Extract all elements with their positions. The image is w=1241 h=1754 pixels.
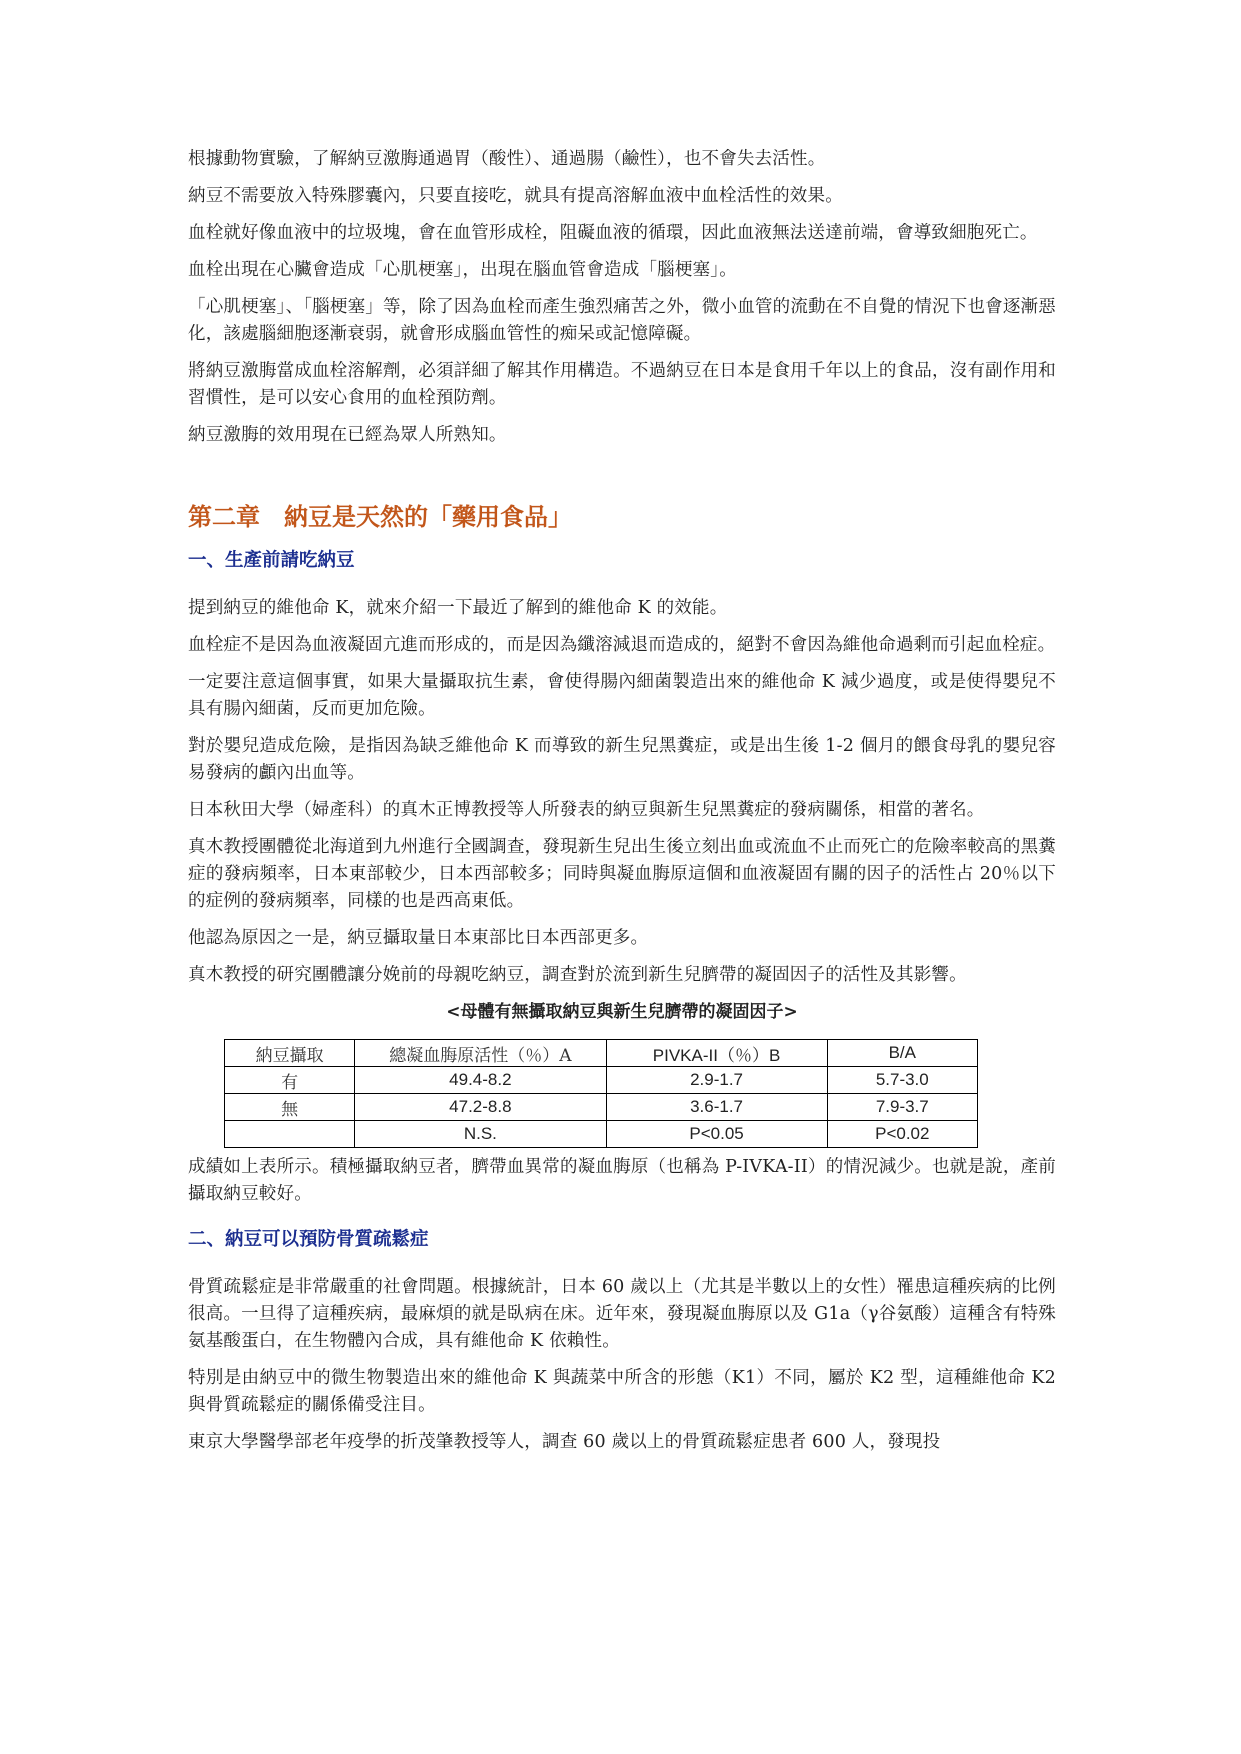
table-header-cell: PIVKA-II（％）B xyxy=(606,1040,827,1067)
intro-paragraph: 血栓出現在心臟會造成「心肌梗塞」，出現在腦血管會造成「腦梗塞」。 xyxy=(188,260,737,280)
table-header-cell: B/A xyxy=(827,1040,977,1067)
section1-paragraph: 他認為原因之一是，納豆攝取量日本東部比日本西部更多。 xyxy=(188,928,649,948)
intro-paragraph: 將納豆激脢當成血栓溶解劑，必須詳細了解其作用構造。不過納豆在日本是食用千年以上的食品，沒有副作用和習慣性，是可以安心食用的血栓預防劑。 xyxy=(188,361,1056,408)
table-cell: P<0.02 xyxy=(827,1121,977,1148)
section1-paragraph: 日本秋田大學（婦產科）的真木正博教授等人所發表的納豆與新生兒黑糞症的發病關係，相當的著名。 xyxy=(188,800,985,820)
section2-paragraph: 特別是由納豆中的微生物製造出來的維他命 K 與蔬菜中所含的形態（K1）不同，屬於 K2 型，這種維他命 K2 與骨質疏鬆症的關係備受注目。 xyxy=(188,1368,1056,1415)
section2-paragraph: 東京大學醫學部老年疫學的折茂肇教授等人，調查 60 歲以上的骨質疏鬆症患者 600 人，發現投 xyxy=(188,1432,941,1452)
intro-paragraph: 納豆不需要放入特殊膠囊內，只要直接吃，就具有提高溶解血液中血栓活性的效果。 xyxy=(188,186,843,206)
section-heading-2: 二、納豆可以預防骨質疏鬆症 xyxy=(188,1229,429,1250)
section2-paragraph: 骨質疏鬆症是非常嚴重的社會問題。根據統計，日本 60 歲以上（尤其是半數以上的女性）罹患這種疾病的比例很高。一旦得了這種疾病，最麻煩的就是臥病在床。近年來，發現凝血脢原以及 G1a（γ谷氨酸）這種含有特殊氨基酸蛋白，在生物體內合成，具有維他命 K 依賴性。 xyxy=(188,1277,1056,1351)
page-content xyxy=(188,146,1056,1466)
intro-paragraph: 「心肌梗塞」、「腦梗塞」等，除了因為血栓而產生強烈痛苦之外，微小血管的流動在不自覺的情況下也會逐漸惡化，該處腦細胞逐漸衰弱，就會形成腦血管性的痴呆或記憶障礙。 xyxy=(188,297,1056,344)
intro-paragraph: 根據動物實驗，了解納豆激脢通過胃（酸性）、通過腸（鹼性），也不會失去活性。 xyxy=(188,149,826,169)
section1-paragraph: 血栓症不是因為血液凝固亢進而形成的，而是因為纖溶減退而造成的，絕對不會因為維他命過剩而引起血栓症。 xyxy=(188,635,1056,655)
table-cell: 49.4-8.2 xyxy=(355,1067,606,1094)
table-caption: <母體有無攝取納豆與新生兒臍帶的凝固因子> xyxy=(446,1002,798,1022)
table-cell: 2.9-1.7 xyxy=(606,1067,827,1094)
table-cell: N.S. xyxy=(355,1121,606,1148)
table-row xyxy=(225,1094,978,1121)
coagulation-table xyxy=(224,1039,978,1148)
after-table-paragraph: 成績如上表所示。積極攝取納豆者，臍帶血異常的凝血脢原（也稱為 P-IVKA-II）的情況減少。也就是說，產前攝取納豆較好。 xyxy=(188,1157,1056,1204)
table-cell xyxy=(225,1121,355,1148)
section1-paragraph: 真木教授的研究團體讓分娩前的母親吃納豆，調查對於流到新生兒臍帶的凝固因子的活性及其影響。 xyxy=(188,965,967,985)
table-cell: 5.7-3.0 xyxy=(827,1067,977,1094)
table-header-row xyxy=(225,1040,978,1067)
table-cell: 7.9-3.7 xyxy=(827,1094,977,1121)
table-cell: P<0.05 xyxy=(606,1121,827,1148)
section1-paragraph: 真木教授團體從北海道到九州進行全國調查，發現新生兒出生後立刻出血或流血不止而死亡的危險率較高的黑糞症的發病頻率，日本東部較少，日本西部較多；同時與凝血脢原這個和血液凝固有關的因子的活性占 20％以下的症例的發病頻率，同樣的也是西高東低。 xyxy=(188,837,1056,911)
table-row xyxy=(225,1121,978,1148)
chapter-title: 第二章 納豆是天然的「藥用食品」 xyxy=(188,503,572,531)
table-header-cell: 總凝血脢原活性（％）A xyxy=(355,1040,606,1067)
table-cell: 3.6-1.7 xyxy=(606,1094,827,1121)
table-cell: 有 xyxy=(225,1067,355,1094)
table-cell: 47.2-8.8 xyxy=(355,1094,606,1121)
section1-paragraph: 提到納豆的維他命 K，就來介紹一下最近了解到的維他命 K 的效能。 xyxy=(188,598,728,618)
table-header-cell: 納豆攝取 xyxy=(225,1040,355,1067)
section1-paragraph: 對於嬰兒造成危險，是指因為缺乏維他命 K 而導致的新生兒黑糞症，或是出生後 1-2 個月的餵食母乳的嬰兒容易發病的顱內出血等。 xyxy=(188,736,1056,783)
intro-paragraph: 血栓就好像血液中的垃圾塊，會在血管形成栓，阻礙血液的循環，因此血液無法送達前端，會導致細胞死亡。 xyxy=(188,223,1038,243)
intro-paragraph: 納豆激脢的效用現在已經為眾人所熟知。 xyxy=(188,425,507,445)
section-heading-1: 一、生產前請吃納豆 xyxy=(188,550,355,571)
table-cell: 無 xyxy=(225,1094,355,1121)
table-row xyxy=(225,1067,978,1094)
section1-paragraph: 一定要注意這個事實，如果大量攝取抗生素，會使得腸內細菌製造出來的維他命 K 減少過度，或是使得嬰兒不具有腸內細菌，反而更加危險。 xyxy=(188,672,1056,719)
